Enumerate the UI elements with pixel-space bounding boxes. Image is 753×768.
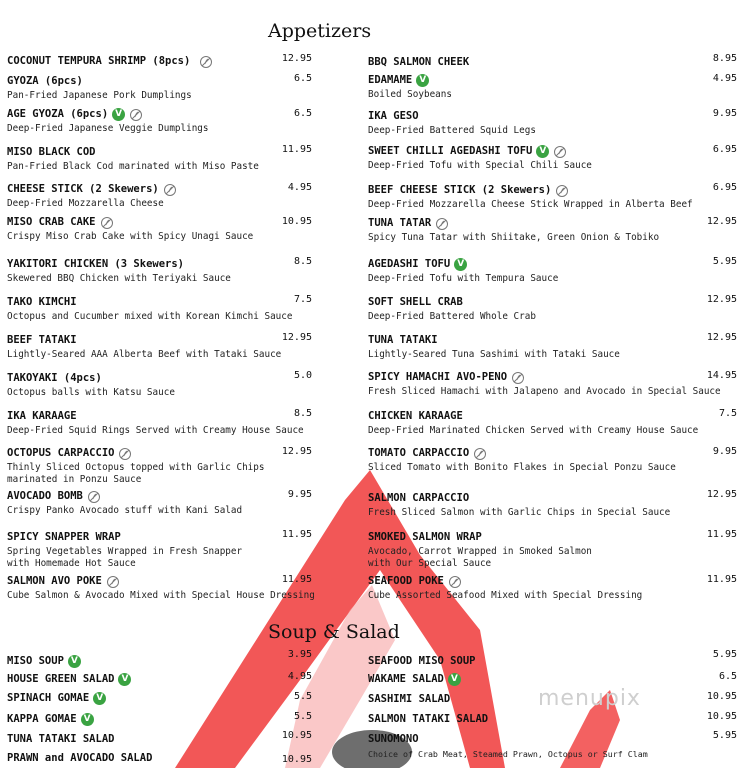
vegetarian-icon: V [536, 145, 549, 158]
menu-item [7, 406, 304, 437]
vegetarian-icon: V [93, 692, 106, 705]
item-price: 6.5 [293, 73, 312, 84]
item-description-line2: with Our Special Sauce [368, 558, 492, 569]
item-price: 5.5 [293, 711, 312, 722]
item-price: 11.95 [281, 529, 312, 540]
menu-item [7, 179, 177, 210]
item-description: Thinly Sliced Octopus topped with Garlic Chips [7, 462, 265, 473]
gluten-free-icon [435, 217, 449, 231]
item-name: SEAFOOD POKE [368, 575, 444, 587]
gluten-free-icon [448, 575, 462, 589]
menu-item [368, 571, 642, 602]
item-price: 4.95 [287, 182, 312, 193]
item-name: BBQ SALMON CHEEK [368, 56, 470, 68]
item-name: EDAMAME [368, 74, 413, 86]
item-name: COCONUT TEMPURA SHRIMP (8pcs) [7, 55, 191, 67]
item-name: IKA KARAAGE [7, 410, 77, 422]
item-description: Pan-Fried Japanese Pork Dumplings [7, 90, 192, 101]
gluten-free-icon [553, 145, 567, 159]
menu-item [7, 368, 175, 399]
item-price: 5.95 [712, 256, 737, 267]
menu-item [368, 669, 461, 688]
item-name: SOFT SHELL CRAB [368, 296, 463, 308]
menu-item [7, 748, 152, 767]
menu-item [368, 709, 488, 728]
item-description: Fresh Sliced Hamachi with Jalapeno and Avocado in Special Sauce [368, 386, 721, 397]
item-name: CHEESE STICK (2 Skewers) [7, 183, 159, 195]
menu-item [368, 443, 676, 474]
item-name: MISO CRAB CAKE [7, 216, 96, 228]
item-price: 12.95 [281, 53, 312, 64]
item-name: TUNA TATAKI [368, 334, 438, 346]
menu-item [368, 330, 620, 361]
menu-item [368, 52, 469, 71]
item-description: Deep-Fried Squid Rings Served with Creamy House Sauce [7, 425, 304, 436]
menu-item [7, 443, 264, 486]
item-description: Deep-Fried Tofu with Tempura Sauce [368, 273, 559, 284]
item-name: SEAFOOD MISO SOUP [368, 655, 476, 667]
item-description: Skewered BBQ Chicken with Teriyaki Sauce [7, 273, 231, 284]
appetizers-title: Appetizers [268, 20, 372, 42]
gluten-free-icon [511, 371, 525, 385]
item-price: 12.95 [706, 216, 737, 227]
gluten-free-icon [118, 447, 132, 461]
menu-item [368, 367, 721, 398]
item-price: 6.5 [718, 671, 737, 682]
watermark: menupix [538, 686, 641, 711]
item-name: SPICY SNAPPER WRAP [7, 531, 121, 543]
item-name: AGEDASHI TOFU [368, 258, 451, 270]
item-name: TOMATO CARPACCIO [368, 447, 470, 459]
item-price: 4.95 [287, 671, 312, 682]
item-price: 8.5 [293, 256, 312, 267]
gluten-free-icon [87, 490, 101, 504]
item-name: CHICKEN KARAAGE [368, 410, 463, 422]
item-description: Spicy Tuna Tatar with Shiitake, Green Onion & Tobiko [368, 232, 660, 243]
item-description: Avocado, Carrot Wrapped in Smoked Salmon [368, 546, 592, 557]
menu-item [368, 70, 452, 101]
item-price: 10.95 [706, 691, 737, 702]
gluten-free-icon [555, 184, 569, 198]
item-name: SWEET CHILLI AGEDASHI TOFU [368, 145, 533, 157]
menu-item [7, 254, 231, 285]
item-name: AGE GYOZA (6pcs) [7, 108, 109, 120]
item-name: SALMON AVO POKE [7, 575, 102, 587]
item-price: 9.95 [712, 446, 737, 457]
vegetarian-icon: V [454, 258, 467, 271]
vegetarian-icon: V [448, 673, 461, 686]
menu-item [368, 527, 592, 570]
item-description: Sliced Tomato with Bonito Flakes in Special Ponzu Sauce [368, 462, 676, 473]
item-price: 4.95 [712, 73, 737, 84]
item-description: Cube Assorted Seafood Mixed with Special Dressing [368, 590, 643, 601]
item-description: Deep-Fried Marinated Chicken Served with Creamy House Sauce [368, 425, 699, 436]
item-description: Crispy Panko Avocado stuff with Kani Salad [7, 505, 243, 516]
item-name: SPINACH GOMAE [7, 692, 90, 704]
item-price: 7.5 [293, 294, 312, 305]
item-description: Deep-Fried Mozzarella Cheese [7, 198, 164, 209]
gluten-free-icon [473, 447, 487, 461]
menu-item [368, 180, 693, 211]
menu-item [7, 212, 253, 243]
item-description-line2: marinated in Ponzu Sauce [7, 474, 142, 485]
menu-item [7, 71, 192, 102]
item-price: 12.95 [706, 489, 737, 500]
menu-item [368, 213, 659, 244]
item-description: Pan-Fried Black Cod marinated with Miso Paste [7, 161, 259, 172]
item-price: 6.5 [293, 108, 312, 119]
item-name: SALMON TATAKI SALAD [368, 713, 489, 725]
item-name: OCTOPUS CARPACCIO [7, 447, 115, 459]
item-price: 7.5 [718, 408, 737, 419]
item-price: 12.95 [281, 332, 312, 343]
item-description: Deep-Fried Japanese Veggie Dumplings [7, 123, 209, 134]
item-description: Octopus balls with Katsu Sauce [7, 387, 175, 398]
menu-item [368, 406, 698, 437]
item-name: SMOKED SALMON WRAP [368, 531, 482, 543]
menu-item [368, 651, 475, 670]
item-price: 12.95 [706, 294, 737, 305]
item-name: BEEF CHEESE STICK (2 Skewers) [368, 184, 552, 196]
item-description: Deep-Fried Mozzarella Cheese Stick Wrapped in Alberta Beef [368, 199, 693, 210]
item-name: MISO BLACK COD [7, 146, 96, 158]
item-name: TAKOYAKI (4pcs) [7, 372, 102, 384]
item-name: SPICY HAMACHI AVO-PENO [368, 371, 508, 383]
menu-item [368, 689, 450, 708]
item-price: 11.95 [706, 574, 737, 585]
gluten-free-icon [106, 575, 120, 589]
gluten-free-icon [100, 216, 114, 230]
item-price: 12.95 [706, 332, 737, 343]
item-name: WAKAME SALAD [368, 673, 444, 685]
item-name: KAPPA GOMAE [7, 713, 77, 725]
menu-item [7, 669, 131, 688]
item-description-line2: with Homemade Hot Sauce [7, 558, 136, 569]
menu-item [7, 688, 106, 707]
item-description: Crispy Miso Crab Cake with Spicy Unagi Sauce [7, 231, 254, 242]
item-name: AVOCADO BOMB [7, 490, 83, 502]
item-price: 8.5 [293, 408, 312, 419]
item-price: 10.95 [281, 216, 312, 227]
vegetarian-icon: V [112, 108, 125, 121]
menu-item [7, 292, 292, 323]
item-name: IKA GESO [368, 110, 419, 122]
menu-item [368, 141, 592, 172]
item-name: SUNOMONO [368, 733, 419, 745]
item-price: 8.95 [712, 53, 737, 64]
item-price: 5.95 [712, 730, 737, 741]
menu-item [7, 651, 81, 670]
item-name: PRAWN and AVOCADO SALAD [7, 752, 153, 764]
item-name: TUNA TATAR [368, 217, 432, 229]
item-name: GYOZA (6pcs) [7, 75, 83, 87]
item-price: 6.95 [712, 144, 737, 155]
vegetarian-icon: V [416, 74, 429, 87]
item-price: 9.95 [287, 489, 312, 500]
menu-item [7, 571, 315, 602]
soup-salad-title: Soup & Salad [268, 621, 400, 643]
item-name: SASHIMI SALAD [368, 693, 451, 705]
menu-item [368, 292, 536, 323]
vegetarian-icon: V [81, 713, 94, 726]
item-price: 11.95 [281, 144, 312, 155]
item-price: 5.5 [293, 691, 312, 702]
item-price: 3.95 [287, 649, 312, 660]
item-price: 10.95 [281, 754, 312, 765]
gluten-free-icon [129, 108, 143, 122]
item-description: Boiled Soybeans [368, 89, 452, 100]
gluten-free-icon [163, 183, 177, 197]
menu-item [368, 254, 558, 285]
item-price: 9.95 [712, 108, 737, 119]
item-price: 12.95 [281, 446, 312, 457]
item-price: 6.95 [712, 182, 737, 193]
item-name: TUNA TATAKI SALAD [7, 733, 115, 745]
item-name: YAKITORI CHICKEN (3 Skewers) [7, 258, 185, 270]
item-description: Octopus and Cucumber mixed with Korean Kimchi Sauce [7, 311, 293, 322]
item-price: 10.95 [281, 730, 312, 741]
menu-item [7, 142, 259, 173]
item-price: 5.0 [293, 370, 312, 381]
menu-item [7, 729, 114, 748]
item-description: Deep-Fried Battered Whole Crab [368, 311, 536, 322]
vegetarian-icon: V [68, 655, 81, 668]
item-description: Choice of Crab Meat, Steamed Prawn, Octopus or Surf Clam [368, 749, 648, 759]
menu-item [368, 729, 648, 760]
vegetarian-icon: V [118, 673, 131, 686]
gluten-free-icon [199, 55, 213, 69]
item-name: HOUSE GREEN SALAD [7, 673, 115, 685]
menu-item [368, 488, 670, 519]
item-name: MISO SOUP [7, 655, 64, 667]
item-description: Lightly-Seared AAA Alberta Beef with Tataki Sauce [7, 349, 282, 360]
item-price: 5.95 [712, 649, 737, 660]
item-description: Deep-Fried Tofu with Special Chili Sauce [368, 160, 592, 171]
menu-item [7, 51, 213, 70]
item-description: Cube Salmon & Avocado Mixed with Special House Dressing [7, 590, 315, 601]
menu-item [7, 709, 94, 728]
menu-item [7, 486, 242, 517]
item-price: 11.95 [706, 529, 737, 540]
item-description: Deep-Fried Battered Squid Legs [368, 125, 536, 136]
item-description: Spring Vegetables Wrapped in Fresh Snapper [7, 546, 243, 557]
item-name: TAKO KIMCHI [7, 296, 77, 308]
item-price: 11.95 [281, 574, 312, 585]
item-description: Lightly-Seared Tuna Sashimi with Tataki Sauce [368, 349, 620, 360]
menu-item [7, 527, 242, 570]
menu-item [7, 330, 281, 361]
item-description: Fresh Sliced Salmon with Garlic Chips in Special Sauce [368, 507, 671, 518]
menu-item [7, 104, 209, 135]
item-price: 10.95 [706, 711, 737, 722]
item-name: SALMON CARPACCIO [368, 492, 470, 504]
item-name: BEEF TATAKI [7, 334, 77, 346]
menu-item [368, 106, 536, 137]
item-price: 14.95 [706, 370, 737, 381]
